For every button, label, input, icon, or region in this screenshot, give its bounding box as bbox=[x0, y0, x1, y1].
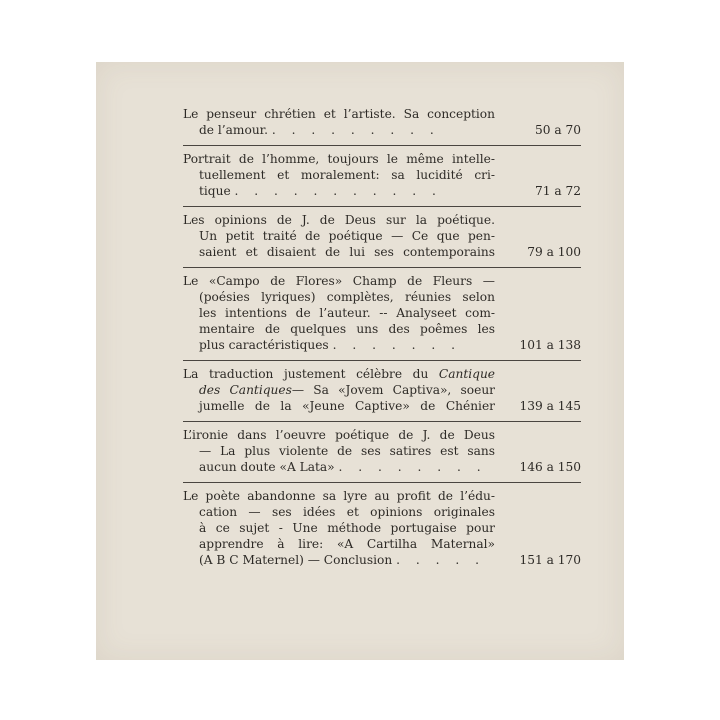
entry-text-line: cation — ses idées et opinions originales bbox=[199, 505, 495, 519]
entry-text: plus caractéristiques bbox=[199, 338, 329, 352]
entry-text-line bbox=[199, 459, 495, 475]
italic-title: Cantique bbox=[438, 367, 496, 381]
entry-text-line bbox=[183, 366, 495, 382]
toc-entry bbox=[183, 206, 581, 267]
entry-text: La traduction justement célèbre du bbox=[183, 367, 429, 381]
entry-text-line bbox=[199, 183, 495, 199]
entry-text-line: mentaire de quelques uns des poêmes les bbox=[199, 322, 495, 336]
page-range: 71 a 72 bbox=[534, 184, 581, 198]
table-of-contents bbox=[183, 106, 581, 575]
entry-text: de l’amour. bbox=[199, 123, 269, 137]
toc-entry bbox=[183, 145, 581, 206]
toc-entry bbox=[183, 267, 581, 360]
entry-text-line: les intentions de l’auteur. -- Analyseet com- bbox=[199, 306, 495, 320]
leader-dots: . . . . . . . . . bbox=[271, 123, 440, 137]
entry-text-line: — La plus violente de ses satires est sans bbox=[199, 444, 495, 458]
entry-text-line bbox=[199, 382, 495, 398]
entry-text: aucun doute «A Lata» bbox=[199, 460, 335, 474]
toc-entry bbox=[183, 360, 581, 421]
entry-text: (A B C Maternel) — Conclusion bbox=[199, 553, 393, 567]
entry-text-line: (poésies lyriques) complètes, réunies selon bbox=[199, 290, 495, 304]
leader-dots: . . . . . . . . . . . bbox=[234, 184, 442, 198]
entry-text-line bbox=[199, 552, 495, 568]
page-range: 139 a 145 bbox=[519, 399, 581, 413]
page-range: 79 a 100 bbox=[527, 245, 581, 259]
entry-text-line: Les opinions de J. de Deus sur la poétique. bbox=[183, 213, 495, 227]
page-range: 50 a 70 bbox=[534, 123, 581, 137]
entry-text-line: Un petit traité de poétique — Ce que pen- bbox=[199, 229, 495, 243]
entry-text-line: Le «Campo de Flores» Champ de Fleurs — bbox=[183, 274, 495, 288]
entry-text-line bbox=[199, 122, 495, 138]
page-range: 151 a 170 bbox=[519, 553, 581, 567]
toc-entry bbox=[183, 421, 581, 482]
entry-text: tique bbox=[199, 184, 231, 198]
page-range: 146 a 150 bbox=[519, 460, 581, 474]
entry-text-line: Portrait de l’homme, toujours le même intelle- bbox=[183, 152, 495, 166]
entry-text-line: L’ironie dans l’oeuvre poétique de J. de Deus bbox=[183, 428, 495, 442]
toc-entry bbox=[183, 106, 581, 145]
entry-text: — Sa «Jovem Captiva», soeur bbox=[291, 383, 495, 397]
leader-dots: . . . . . . . bbox=[332, 338, 461, 352]
page-range: 101 a 138 bbox=[519, 338, 581, 352]
entry-text-line: tuellement et moralement: sa lucidité cri- bbox=[199, 168, 495, 182]
entry-text-line bbox=[199, 337, 495, 353]
italic-title: des Cantiques bbox=[199, 383, 292, 397]
leader-dots: . . . . . bbox=[396, 553, 485, 567]
entry-text-line: jumelle de la «Jeune Captive» de Chénier bbox=[199, 399, 495, 413]
toc-entry bbox=[183, 482, 581, 575]
entry-text-line: apprendre à lire: «A Cartilha Maternal» bbox=[199, 537, 495, 551]
entry-text-line: Le poète abandonne sa lyre au profit de l’édu- bbox=[183, 489, 495, 503]
entry-text-line: Le penseur chrétien et l’artiste. Sa conception bbox=[183, 107, 495, 121]
entry-text-line: saient et disaient de lui ses contemporains bbox=[199, 245, 495, 259]
leader-dots: . . . . . . . . bbox=[338, 460, 487, 474]
entry-text-line: à ce sujet - Une méthode portugaise pour bbox=[199, 521, 495, 535]
